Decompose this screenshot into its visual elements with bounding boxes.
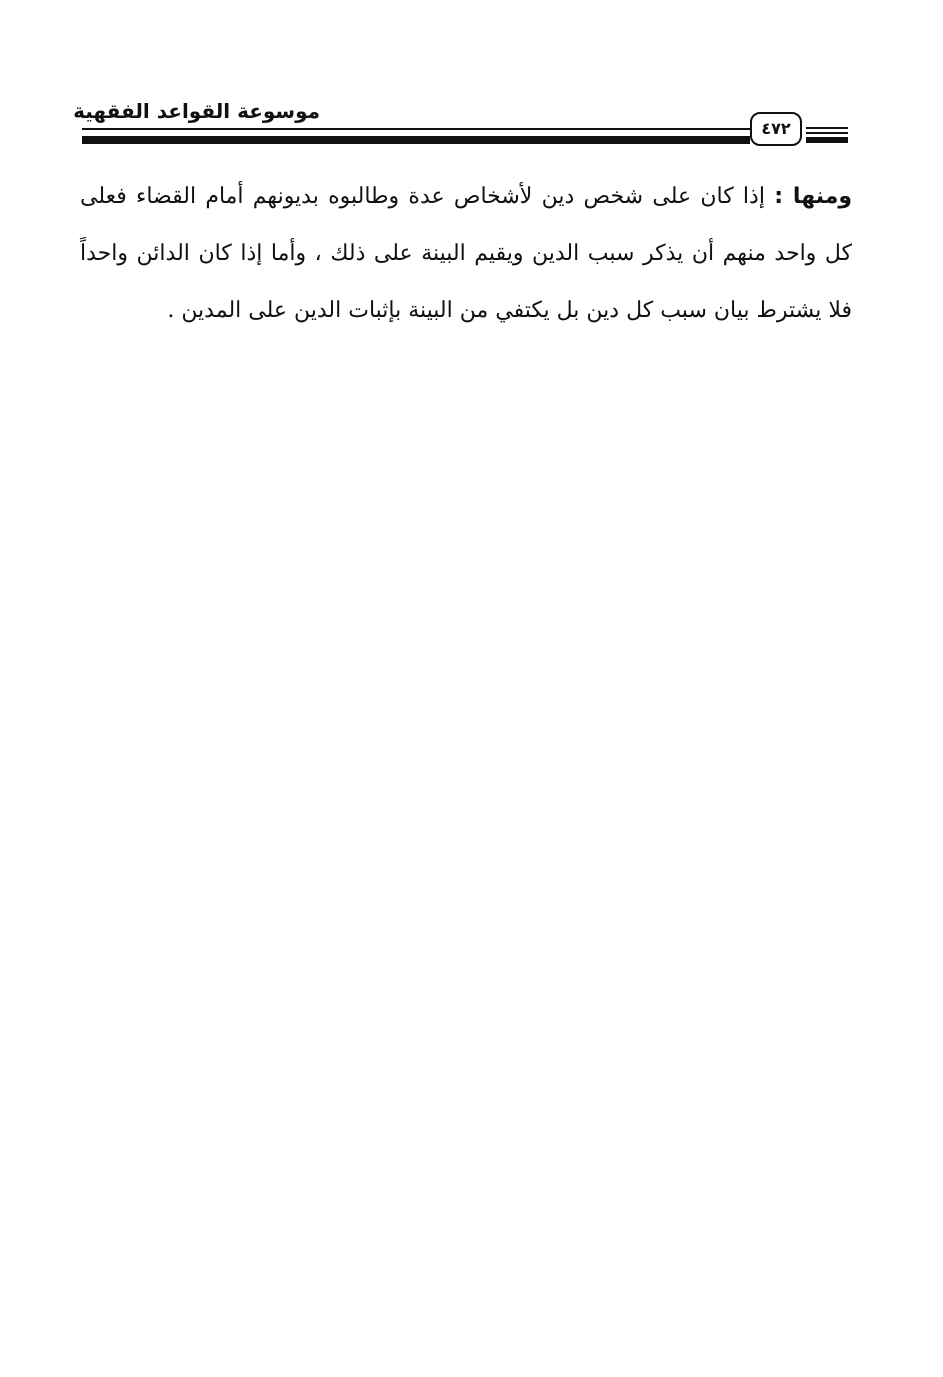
page-number: ٤٧٢ (750, 112, 802, 146)
header-rule-thin (82, 128, 750, 130)
header-rule-right-thin (806, 127, 848, 129)
running-title: موسوعة القواعد الفقهية (73, 99, 320, 123)
paragraph-text: إذا كان على شخص دين لأشخاص عدة وطالبوه بديونهم أمام القضاء فعلى كل واحد منهم أن يذكر سبب الدين ويقيم البينة على ذلك ، وأما إذا كان الدائن واحداً فلا يشترط بيان سبب كل دين بل يكتفي من البينة بإثبات الدين على المدين . (80, 184, 852, 323)
header-rule-right-thin-second (806, 132, 848, 134)
header-rule-thick (82, 136, 750, 144)
paragraph-lead: ومنها : (774, 184, 852, 209)
body-paragraph (80, 168, 852, 339)
header-rule-right-thick (806, 137, 848, 143)
